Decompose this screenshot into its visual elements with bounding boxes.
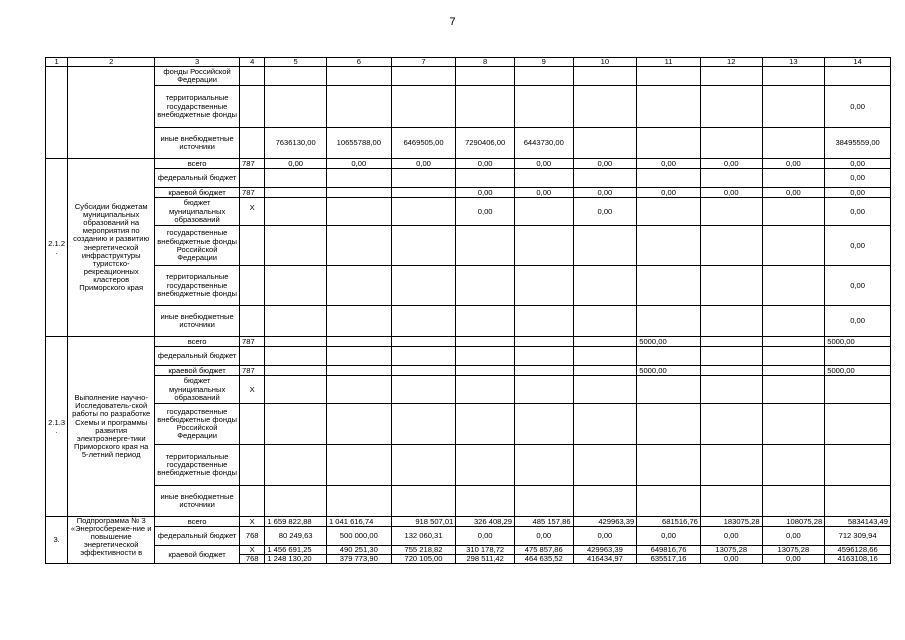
source-cell: иные внебюджетные источники [155,128,240,159]
value-cell: 681516,76 [637,517,701,527]
code-cell: 768 [240,527,265,546]
value-cell: 6443730,00 [514,128,573,159]
number-cell: 2.1.3 . [46,337,68,517]
value-cell: 635517,16 [637,555,701,564]
header-cell: 4 [240,58,265,67]
value-cell: 712 309,94 [825,527,891,546]
value-cell: 0,00 [391,159,456,169]
page-number: 7 [449,16,456,28]
source-cell: территориальные государственные внебюджетные фонды [155,86,240,128]
value-cell: 0,00 [573,159,637,169]
value-cell: 0,00 [573,527,637,546]
table-row [46,376,891,404]
code-cell: X [240,546,265,555]
code-cell: 787 [240,366,265,376]
number-cell: 2.1.2 . [46,159,68,337]
source-cell: государственные внебюджетные фонды Российской Федерации [155,226,240,266]
value-cell: 108075,28 [762,517,825,527]
header-cell: 5 [265,58,327,67]
value-cell: 5834143,49 [825,517,891,527]
source-cell: всего [155,517,240,527]
header-cell: 7 [391,58,456,67]
source-cell: иные внебюджетные источники [155,306,240,337]
table-row [46,486,891,517]
source-cell: краевой бюджет [155,366,240,376]
code-cell: 787 [240,188,265,198]
value-cell: 500 000,00 [326,527,391,546]
table-row [46,169,891,188]
code-cell: X [240,376,265,404]
header-cell: 9 [514,58,573,67]
value-cell: 298 511,42 [456,555,515,564]
header-cell: 1 [46,58,68,67]
code-cell: 787 [240,159,265,169]
source-cell: государственные внебюджетные фонды Российской Федерации [155,404,240,445]
value-cell: 4163108,16 [825,555,891,564]
value-cell: 755 218,82 [391,546,456,555]
table-row [46,86,891,128]
value-cell: 13075,28 [700,546,762,555]
value-cell: 1 041 616,74 [326,517,391,527]
value-cell: 0,00 [762,555,825,564]
value-cell: 475 857,86 [514,546,573,555]
value-cell: 5000,00 [825,366,891,376]
table-row [46,404,891,445]
source-cell: всего [155,337,240,347]
table-row [46,527,891,546]
value-cell: 10655788,00 [326,128,391,159]
table-row [46,546,891,555]
value-cell: 485 157,86 [514,517,573,527]
code-cell: X [240,517,265,527]
value-cell: 80 249,63 [265,527,327,546]
value-cell: 0,00 [456,188,515,198]
header-cell: 13 [762,58,825,67]
name-cell: Подпрограмма № 3 «Энергосбереже-ние и повышение энергетической эффективности в [68,517,155,564]
value-cell: 5000,00 [637,366,701,376]
value-cell: 0,00 [700,527,762,546]
header-cell: 12 [700,58,762,67]
value-cell: 379 773,90 [326,555,391,564]
header-cell: 6 [326,58,391,67]
value-cell: 0,00 [514,159,573,169]
source-cell: территориальные государственные внебюджетные фонды [155,266,240,306]
source-cell: иные внебюджетные источники [155,486,240,517]
source-cell: всего [155,159,240,169]
table-row [46,517,891,527]
value-cell: 0,00 [700,555,762,564]
header-cell: 11 [637,58,701,67]
table-row [46,198,891,226]
value-cell: 1 456 691,25 [265,546,327,555]
value-cell: 0,00 [825,86,891,128]
value-cell: 5000,00 [637,337,701,347]
header-cell: 3 [155,58,240,67]
source-cell: краевой бюджет [155,188,240,198]
source-cell: краевой бюджет [155,546,240,564]
value-cell: 720 105,00 [391,555,456,564]
source-cell: фонды Российской Федерации [155,67,240,86]
value-cell: 649816,76 [637,546,701,555]
value-cell: 0,00 [456,198,515,226]
table-row [46,266,891,306]
value-cell: 183075,28 [700,517,762,527]
value-cell: 0,00 [825,226,891,266]
table-row [46,67,891,86]
value-cell: 0,00 [700,159,762,169]
source-cell: территориальные государственные внебюджетные фонды [155,445,240,486]
value-cell: 429963,39 [573,517,637,527]
table-row [46,159,891,169]
value-cell: 0,00 [762,188,825,198]
source-cell: федеральный бюджет [155,527,240,546]
budget-table [45,57,891,564]
value-cell: 0,00 [573,198,637,226]
number-cell [46,67,68,159]
code-cell: 768 [240,555,265,564]
value-cell: 0,00 [456,527,515,546]
code-cell: X [240,198,265,226]
value-cell: 5000,00 [825,337,891,347]
header-row [46,58,891,67]
table-row [46,347,891,366]
value-cell: 0,00 [825,306,891,337]
header-cell: 2 [68,58,155,67]
value-cell: 0,00 [762,159,825,169]
name-cell: Субсидии бюджетам муниципальных образований на мероприятия по созданию и развитию энергетической инфраструктуры туристско-рекреационных кластеров Приморского края [68,159,155,337]
name-cell: Выполнение научно-Исследователь-ской работы по разработке Схемы и программы развития электроэнерге-тики Приморского края на 5-летний период [68,337,155,517]
source-cell: бюджет муниципальных образований [155,376,240,404]
source-cell: федеральный бюджет [155,347,240,366]
value-cell: 0,00 [326,159,391,169]
value-cell: 7290406,00 [456,128,515,159]
value-cell: 0,00 [825,169,891,188]
value-cell: 0,00 [456,159,515,169]
header-cell: 14 [825,58,891,67]
value-cell: 429963,39 [573,546,637,555]
code-cell: 787 [240,337,265,347]
value-cell: 464 635,52 [514,555,573,564]
value-cell: 1 248 130,20 [265,555,327,564]
table-row [46,188,891,198]
value-cell: 0,00 [637,159,701,169]
value-cell: 0,00 [514,527,573,546]
table-row [46,366,891,376]
value-cell: 38495559,00 [825,128,891,159]
header-cell: 8 [456,58,515,67]
value-cell: 0,00 [825,198,891,226]
value-cell: 4596128,66 [825,546,891,555]
value-cell: 490 251,30 [326,546,391,555]
value-cell: 132 060,31 [391,527,456,546]
table-row [46,226,891,266]
name-cell [68,67,155,159]
value-cell: 0,00 [825,188,891,198]
value-cell: 0,00 [700,188,762,198]
source-cell: бюджет муниципальных образований [155,198,240,226]
table-row [46,337,891,347]
value-cell: 0,00 [265,159,327,169]
number-cell: 3. [46,517,68,564]
value-cell: 0,00 [762,527,825,546]
value-cell: 6469505,00 [391,128,456,159]
value-cell: 13075,28 [762,546,825,555]
table-row [46,306,891,337]
value-cell: 326 408,29 [456,517,515,527]
value-cell: 0,00 [637,188,701,198]
source-cell: федеральный бюджет [155,169,240,188]
table-row [46,445,891,486]
value-cell: 0,00 [573,188,637,198]
value-cell: 1 659 822,88 [265,517,327,527]
value-cell: 416434,97 [573,555,637,564]
value-cell: 0,00 [825,159,891,169]
value-cell: 0,00 [514,188,573,198]
value-cell: 0,00 [825,266,891,306]
value-cell: 310 178,72 [456,546,515,555]
value-cell: 918 507,01 [391,517,456,527]
table-row [46,128,891,159]
value-cell: 0,00 [637,527,701,546]
value-cell: 7636130,00 [265,128,327,159]
header-cell: 10 [573,58,637,67]
